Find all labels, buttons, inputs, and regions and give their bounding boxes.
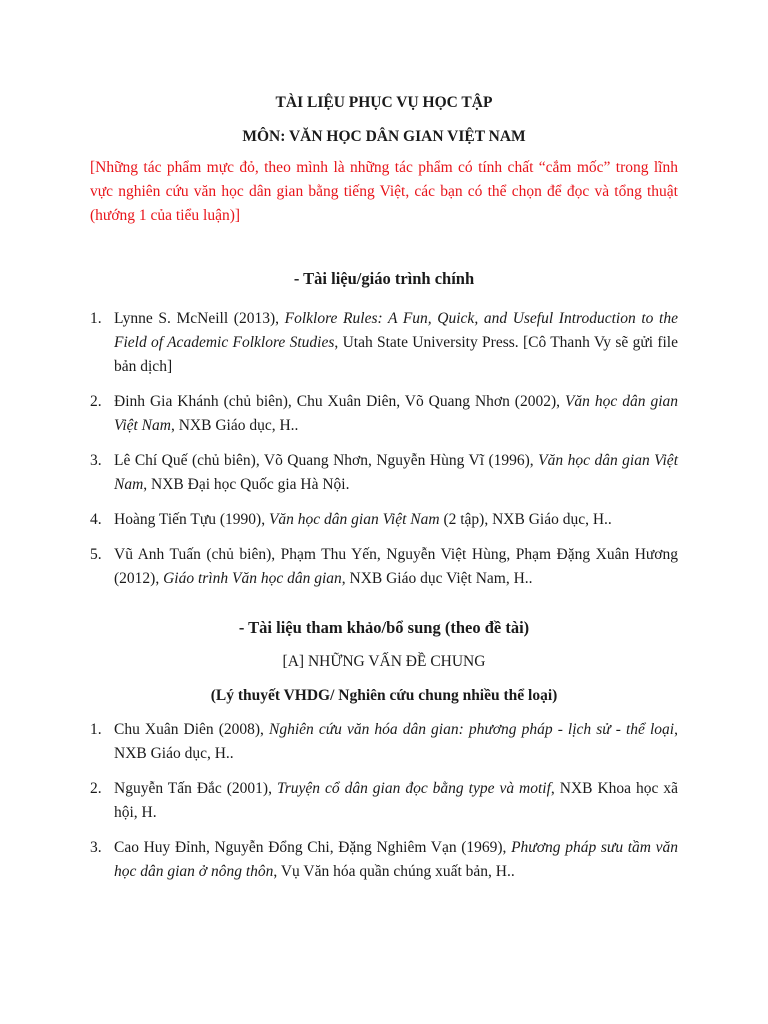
red-note: [Những tác phẩm mực đỏ, theo mình là những tác phẩm có tính chất “cắm mốc” trong lĩnh vực nghiên cứu văn học dân gian bằng tiếng Việt, các bạn có thể chọn để đọc và tổng thuật (hướng 1 của tiểu luận)]: [90, 159, 678, 224]
main-materials-heading: - Tài liệu/giáo trình chính: [293, 269, 475, 288]
item-authors: Đinh Gia Khánh (chủ biên), Chu Xuân Diên, Võ Quang Nhơn (2002),: [114, 393, 565, 410]
list-item: [90, 777, 678, 825]
item-title: Văn học dân gian Việt Nam: [114, 452, 678, 493]
references-heading: - Tài liệu tham khảo/bổ sung (theo đề tài): [238, 618, 530, 637]
item-publisher: , NXB Giáo dục, H..: [170, 417, 299, 434]
item-number: 3.: [90, 452, 102, 469]
general-issues-subheading: [A] NHỮNG VẤN ĐỀ CHUNG: [282, 653, 486, 670]
list-item: [90, 836, 678, 884]
item-number: 2.: [90, 780, 102, 797]
main-materials-list: [90, 307, 678, 591]
list-item: [90, 449, 678, 497]
item-publisher: (2 tập), NXB Giáo dục, H..: [439, 511, 612, 528]
item-number: 1.: [90, 310, 102, 327]
list-item: [90, 508, 678, 532]
list-item: [90, 543, 678, 591]
general-issues-note: (Lý thuyết VHDG/ Nghiên cứu chung nhiều thể loại): [210, 687, 558, 704]
item-number: 1.: [90, 721, 102, 738]
list-item: [90, 718, 678, 766]
item-title: Phương pháp sưu tầm văn học dân gian ở nông thôn: [114, 839, 679, 880]
item-publisher: , Vụ Văn hóa quần chúng xuất bản, H..: [273, 863, 515, 880]
item-number: 4.: [90, 511, 102, 528]
item-title: Folklore Rules: A Fun, Quick, and Useful Introduction to the Field of Academic Folklore Studies: [114, 310, 678, 351]
item-number: 5.: [90, 546, 102, 563]
item-authors: Hoàng Tiến Tựu (1990),: [114, 511, 269, 528]
item-title: Nghiên cứu văn hóa dân gian: phương pháp - lịch sử - thể loại: [269, 721, 675, 738]
item-publisher: , NXB Khoa học xã hội, H.: [114, 780, 678, 821]
item-publisher: , NXB Giáo dục, H..: [114, 721, 678, 762]
general-references-list: [90, 718, 678, 884]
item-authors: Cao Huy Đỉnh, Nguyễn Đổng Chi, Đặng Nghiêm Vạn (1969),: [114, 839, 512, 856]
item-publisher: , NXB Giáo dục Việt Nam, H..: [341, 570, 533, 587]
subject-title: MÔN: VĂN HỌC DÂN GIAN VIỆT NAM: [242, 128, 526, 145]
item-authors: Lynne S. McNeill (2013),: [114, 310, 285, 327]
document-title: TÀI LIỆU PHỤC VỤ HỌC TẬP: [275, 94, 493, 111]
item-number: 3.: [90, 839, 102, 856]
item-publisher: , Utah State University Press. [Cô Thanh Vy sẽ gửi file bản dịch]: [114, 334, 678, 375]
item-authors: Chu Xuân Diên (2008),: [114, 721, 269, 738]
item-publisher: , NXB Đại học Quốc gia Hà Nội.: [143, 476, 350, 493]
item-authors: Lê Chí Quế (chủ biên), Võ Quang Nhơn, Nguyễn Hùng Vĩ (1996),: [114, 452, 539, 469]
list-item: [90, 390, 678, 438]
item-authors: Nguyễn Tấn Đắc (2001),: [114, 780, 277, 797]
item-number: 2.: [90, 393, 102, 410]
item-title: Văn học dân gian Việt Nam: [114, 393, 678, 434]
item-authors: Vũ Anh Tuấn (chủ biên), Phạm Thu Yến, Nguyễn Việt Hùng, Phạm Đặng Xuân Hương (2012),: [114, 546, 678, 587]
item-title: Văn học dân gian Việt Nam: [268, 511, 440, 528]
item-title: Giáo trình Văn học dân gian: [163, 570, 342, 587]
list-item: [90, 307, 678, 379]
item-title: Truyện cổ dân gian đọc bằng type và motif: [276, 780, 551, 797]
